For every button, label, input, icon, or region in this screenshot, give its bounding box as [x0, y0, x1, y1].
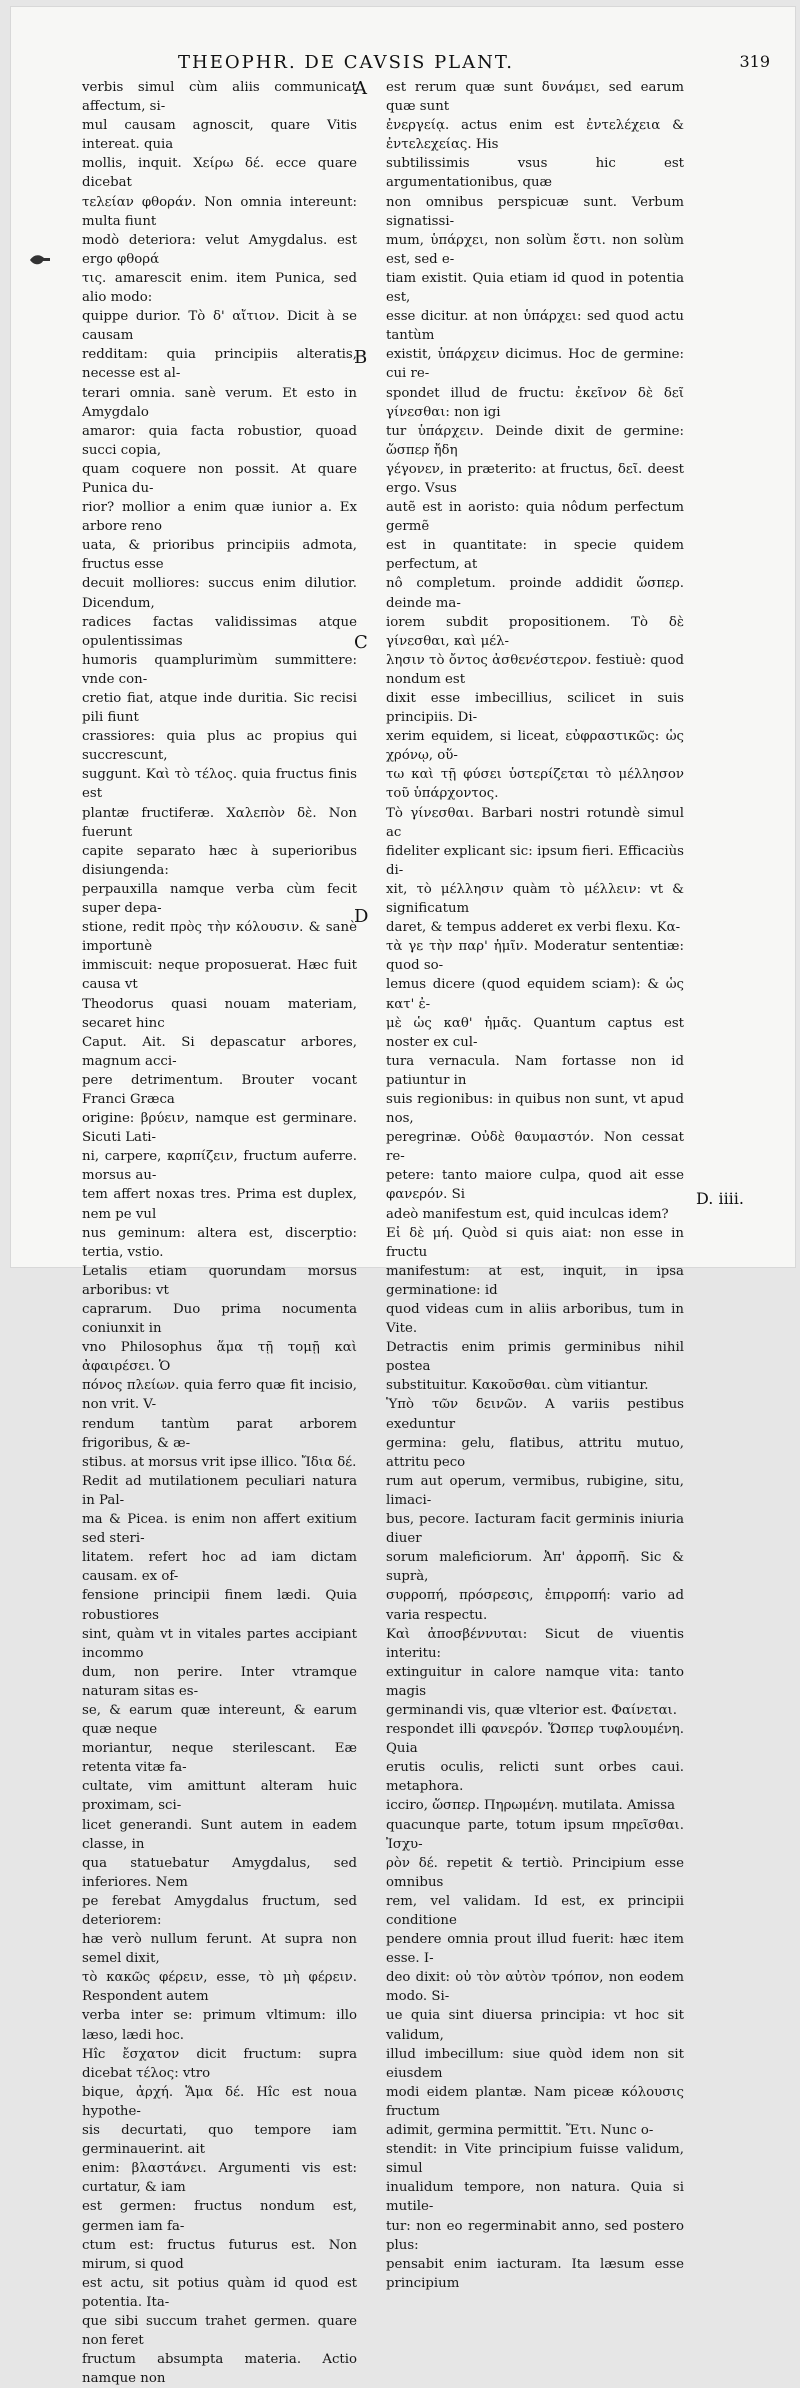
- text-line: quacunque parte, totum ipsum πηρεῖσθαι. Ἰσχυ-: [386, 1817, 684, 1852]
- text-line: dixit esse imbecillius, scilicet in suis principiis. Di-: [386, 691, 684, 726]
- text-line: enim: βλαστάνει. Argumenti vis est: curtatur, & iam: [82, 2161, 357, 2196]
- text-line: συρροπή, πρόσρεσις, ἐπιρροπή: vario ad varia respectu.: [386, 1588, 684, 1623]
- text-line: Letalis etiam quorundam morsus arboribus: vt: [82, 1263, 357, 1298]
- text-line: verbis simul cùm aliis communicat affectum, si-: [82, 80, 357, 115]
- page-number: 319: [739, 52, 770, 71]
- text-line: sint, quàm vt in vitales partes accipiant incommo: [82, 1626, 357, 1661]
- text-line: pe ferebat Amygdalus fructum, sed deteriorem:: [82, 1893, 357, 1928]
- text-line: quam coquere non possit. At quare Punica du-: [82, 461, 357, 496]
- text-line: uata, & prioribus principiis admota, fructus esse: [82, 538, 357, 573]
- margin-marker-a: A: [354, 78, 367, 99]
- text-line: est actu, sit potius quàm id quod est potentia. Ita-: [82, 2275, 357, 2310]
- text-line: sis decurtati, quo tempore iam germinauerint. ait: [82, 2123, 357, 2158]
- text-line: quippe durior. Τὸ δ' αἴτιον. Dicit à se causam: [82, 309, 357, 344]
- text-line: bus, pecore. Iacturam facit germinis iniuria diuer: [386, 1512, 684, 1547]
- text-line: se, & earum quæ intereunt, & earum quæ neque: [82, 1702, 357, 1738]
- text-line: ue quia sint diuersa principia: vt hoc sit validum,: [386, 2008, 684, 2043]
- text-line: λησιν τὸ ὄντος ἀσθενέστερον. festiuè: quod nondum est: [386, 652, 684, 687]
- text-line: manifestum: at est, inquit, in ipsa germinatione: id: [386, 1263, 684, 1298]
- running-title: THEOPHR. DE CAVSIS PLANT.: [178, 52, 514, 73]
- text-line: est rerum quæ sunt δυνάμει, sed earum quæ sunt: [386, 80, 684, 115]
- text-line: vno Philosophus ἅμα τῇ τομῇ καὶ ἀφαιρέσει. Ὁ: [82, 1340, 357, 1375]
- text-line: que sibi succum trahet germen. quare non feret: [82, 2313, 357, 2349]
- text-line: stibus. at morsus vrit ipse illico. Ἴδια δέ.: [82, 1454, 357, 1470]
- text-line: origine: βρύειν, namque est germinare. Sicuti Lati-: [82, 1111, 357, 1146]
- text-line: illud imbecillum: siue quòd idem non sit eiusdem: [386, 2046, 684, 2081]
- text-line: tura vernacula. Nam fortasse non id patiuntur in: [386, 1053, 684, 1088]
- text-line: immiscuit: neque proposuerat. Hæc fuit causa vt: [82, 958, 357, 993]
- text-line: Καὶ ἀποσβέννυται: Sicut de viuentis interitu:: [386, 1626, 684, 1661]
- text-line: icciro, ὥσπερ. Πηρωμένη. mutilata. Amissa: [386, 1798, 675, 1814]
- text-line: adeò manifestum est, quid inculcas idem?: [386, 1206, 669, 1222]
- text-line: Τὸ γίνεσθαι. Barbari nostri rotundè simul ac: [386, 805, 684, 840]
- text-line: decuit molliores: succus enim dilutior. Dicendum,: [82, 576, 357, 611]
- text-line: non omnibus perspicuæ sunt. Verbum signatissi-: [386, 194, 684, 229]
- text-line: τω καὶ τῇ φύσει ὑστερίζεται τὸ μέλλησον τοῦ ὑπάρχοντος.: [386, 767, 684, 802]
- text-line: germinandi vis, quæ vlterior est. Φαίνεται.: [386, 1702, 677, 1718]
- text-line: cretio fiat, atque inde duritia. Sic recisi pili fiunt: [82, 691, 357, 726]
- text-line: xerim equidem, si liceat, εὐφραστικῶς: ὡς χρόνῳ, οὕ-: [386, 729, 684, 764]
- text-line: Hîc ἔσχατον dicit fructum: supra dicebat τέλος: vtro: [82, 2046, 357, 2081]
- margin-marker-d: D: [354, 906, 369, 927]
- text-line: μὲ ὡς καθ' ἡμᾶς. Quantum captus est noster ex cul-: [386, 1015, 684, 1050]
- text-line: γέγονεν, in præterito: at fructus, δεῖ. deest ergo. Vsus: [386, 461, 684, 496]
- text-line: rior? mollior a enim quæ iunior a. Ex arbore reno: [82, 500, 357, 535]
- text-line: capite separato hæc à superioribus disiungenda:: [82, 843, 357, 878]
- text-line: fideliter explicant sic: ipsum fieri. Efficaciùs di-: [386, 843, 684, 878]
- text-line: suis regionibus: in quibus non sunt, vt apud nos,: [386, 1091, 684, 1127]
- text-line: Redit ad mutilationem peculiari natura in Pal-: [82, 1473, 357, 1508]
- text-line: inualidum tempore, non natura. Quia si mutile-: [386, 2180, 684, 2215]
- text-line: humoris quamplurimùm summittere: vnde con-: [82, 652, 357, 687]
- text-line: moriantur, neque sterilescant. Eæ retenta vitæ fa-: [82, 1741, 357, 1776]
- text-line: suggunt. Καὶ τὸ τέλος. quia fructus finis est: [82, 767, 357, 802]
- text-line: ρὸν δέ. repetit & tertiò. Principium esse omnibus: [386, 1855, 684, 1890]
- text-line: extinguitur in calore namque vita: tanto magis: [386, 1664, 684, 1699]
- text-line: tem affert noxas tres. Prima est duplex, nem pe vul: [82, 1187, 357, 1222]
- text-line: lemus dicere (quod equidem sciam): & ὡς κατ' ἐ-: [386, 977, 684, 1012]
- text-line: est in quantitate: in specie quidem perfectum, at: [386, 538, 684, 573]
- text-line: rum aut operum, vermibus, rubigine, situ, limaci-: [386, 1473, 684, 1508]
- text-line: petere: tanto maiore culpa, quod ait esse φανερόν. Si: [386, 1168, 684, 1203]
- text-line: ctum est: fructus futurus est. Non mirum, si quod: [82, 2237, 357, 2272]
- text-line: pere detrimentum. Brouter vocant Franci Græca: [82, 1072, 357, 1107]
- text-line: erutis oculis, relicti sunt orbes caui. metaphora.: [386, 1760, 684, 1795]
- text-line: dum, non perire. Inter vtramque naturam sitas es-: [82, 1664, 357, 1699]
- text-line: modi eidem plantæ. Nam piceæ κόλουσις fructum: [386, 2084, 684, 2119]
- text-line: τελείαν φθοράν. Non omnia intereunt: multa fiunt: [82, 194, 357, 229]
- text-line: tur ὑπάρχειν. Deinde dixit de germine: ὥσπερ ἤδη: [386, 423, 684, 458]
- text-line: Theodorus quasi nouam materiam, secaret hinc: [82, 996, 357, 1031]
- text-line: substituitur. Κακοῦσθαι. cùm vitiantur.: [386, 1378, 649, 1394]
- text-line: mollis, inquit. Χείρω δέ. ecce quare dicebat: [82, 156, 357, 191]
- text-line: redditam: quia principiis alteratis, necesse est al-: [82, 347, 357, 382]
- text-line: rendum tantùm parat arborem frigoribus, & æ-: [82, 1416, 357, 1451]
- text-line: ma & Picea. is enim non affert exitium sed steri-: [82, 1512, 357, 1547]
- margin-marker-b: B: [354, 347, 368, 368]
- text-line: peregrinæ. Οὐδὲ θαυμαστόν. Non cessat re-: [386, 1130, 684, 1165]
- text-line: pendere omnia prout illud fuerit: hæc item esse. I-: [386, 1932, 684, 1967]
- text-line: tiam existit. Quia etiam id quod in potentia est,: [386, 270, 684, 306]
- text-line: deo dixit: οὐ τὸν αὐτὸν τρόπον, non eodem modo. Si-: [386, 1970, 684, 2005]
- text-line: ἐνεργείᾳ. actus enim est ἐντελέχεια & ἐντελεχείας. His: [386, 118, 684, 153]
- book-page: [10, 6, 796, 2387]
- text-line: cultate, vim amittunt alteram huic proximam, sci-: [82, 1779, 357, 1814]
- text-line: litatem. refert hoc ad iam dictam causam. ex of-: [82, 1550, 357, 1585]
- text-line: terari omnia. sanè verum. Et esto in Amygdalo: [82, 385, 357, 420]
- text-line: fensione principii finem lædi. Quia robustiores: [82, 1588, 357, 1623]
- text-line: verba inter se: primum vltimum: illo læso, lædi hoc.: [82, 2008, 357, 2043]
- margin-marker-c: C: [354, 632, 368, 653]
- text-line: ni, carpere, καρπίζειν, fructum auferre. morsus au-: [82, 1149, 357, 1184]
- text-line: τις. amarescit enim. item Punica, sed alio modo:: [82, 270, 357, 306]
- text-line: daret, & tempus adderet ex verbi flexu. Κα-: [386, 920, 681, 936]
- text-line: amaror: quia facta robustior, quoad succi copia,: [82, 423, 357, 458]
- text-line: stendit: in Vite principium fuisse validum, simul: [386, 2142, 684, 2177]
- text-line: caprarum. Duo prima nocumenta coniunxit in: [82, 1302, 357, 1337]
- text-line: Εἰ δὲ μή. Quòd si quis aiat: non esse in fructu: [386, 1225, 684, 1260]
- text-line: Detractis enim primis germinibus nihil postea: [386, 1340, 684, 1375]
- text-line: iorem subdit propositionem. Τὸ δὲ γίνεσθαι, καὶ μέλ-: [386, 614, 684, 649]
- text-line: mum, ὑπάρχει, non solùm ἔστι. non solùm est, sed e-: [386, 232, 684, 267]
- text-line: perpauxilla namque verba cùm fecit super depa-: [82, 881, 357, 917]
- text-line: Ὑπὸ τῶν δεινῶν. A variis pestibus exeduntur: [386, 1397, 684, 1432]
- text-line: sorum maleficiorum. Ἀπ' ἀρροπῆ. Sic & suprà,: [386, 1550, 684, 1585]
- text-line: subtilissimis vsus hic est argumentationibus, quæ: [386, 156, 684, 191]
- text-line: germina: gelu, flatibus, attritu mutuo, attritu peco: [386, 1435, 684, 1470]
- text-line: existit, ὑπάρχειν dicimus. Hoc de germine: cui re-: [386, 347, 684, 382]
- text-line: modò deteriora: velut Amygdalus. est ergo φθορά: [82, 232, 357, 267]
- text-line: quod videas cum in aliis arboribus, tum in Vite.: [386, 1302, 684, 1337]
- text-line: stione, redit πρὸς τὴν κόλουσιν. & sanè importunè: [82, 920, 357, 955]
- text-line: tur: non eo regerminabit anno, sed postero plus:: [386, 2218, 684, 2253]
- text-line: crassiores: quia plus ac propius qui succrescunt,: [82, 729, 357, 764]
- pointing-hand-icon: [28, 250, 52, 270]
- text-line: hæ verò nullum ferunt. At supra non semel dixit,: [82, 1932, 357, 1967]
- left-column: [82, 78, 357, 2388]
- text-line: τὸ κακῶς φέρειν, esse, τὸ μὴ φέρειν. Respondent autem: [82, 1970, 357, 2005]
- text-line: bique, ἀρχή. Ἅμα δέ. Hîc est noua hypothe-: [82, 2084, 357, 2119]
- text-line: qua statuebatur Amygdalus, sed inferiores. Nem: [82, 1855, 357, 1890]
- text-line: rem, vel validam. Id est, ex principii conditione: [386, 1893, 684, 1928]
- right-column: [386, 78, 684, 2293]
- text-line: respondet illi φανερόν. Ὥσπερ τυφλουμένη. Quia: [386, 1722, 684, 1757]
- text-line: esse dicitur. at non ὑπάρχει: sed quod actu tantùm: [386, 309, 684, 344]
- text-line: nus geminum: altera est, discerptio: tertia, vstio.: [82, 1225, 357, 1260]
- text-line: plantæ fructiferæ. Χαλεπὸν δὲ. Non fuerunt: [82, 805, 357, 840]
- text-line: est germen: fructus nondum est, germen iam fa-: [82, 2199, 357, 2234]
- text-line: licet generandi. Sunt autem in eadem classe, in: [82, 1817, 357, 1852]
- text-line: pensabit enim iacturam. Ita læsum esse principium: [386, 2256, 684, 2291]
- text-line: radices factas validissimas atque opulentissimas: [82, 614, 357, 649]
- text-line: xit, τὸ μέλλησιν quàm τὸ μέλλειν: vt & significatum: [386, 881, 684, 917]
- text-line: nô completum. proinde addidit ὥσπερ. deinde ma-: [386, 576, 684, 611]
- text-line: autẽ est in aoristo: quia nôdum perfectum germẽ: [386, 500, 684, 535]
- text-line: spondet illud de fructu: ἐκεῖνον δὲ δεῖ γίνεσθαι: non igi: [386, 385, 684, 420]
- text-line: τὰ γε τὴν παρ' ἡμῖν. Moderatur sententiæ: quod so-: [386, 939, 684, 974]
- text-line: mul causam agnoscit, quare Vitis intereat. quia: [82, 118, 357, 153]
- text-line: πόνος πλείων. quia ferro quæ fit incisio, non vrit. V-: [82, 1378, 357, 1413]
- text-line: Caput. Ait. Si depascatur arbores, magnum acci-: [82, 1034, 357, 1069]
- text-line: adimit, germina permittit. Ἔτι. Nunc o-: [386, 2123, 654, 2139]
- text-line: fructum absumpta materia. Actio namque non: [82, 2352, 357, 2387]
- signature-mark: D. iiii.: [696, 1189, 744, 1208]
